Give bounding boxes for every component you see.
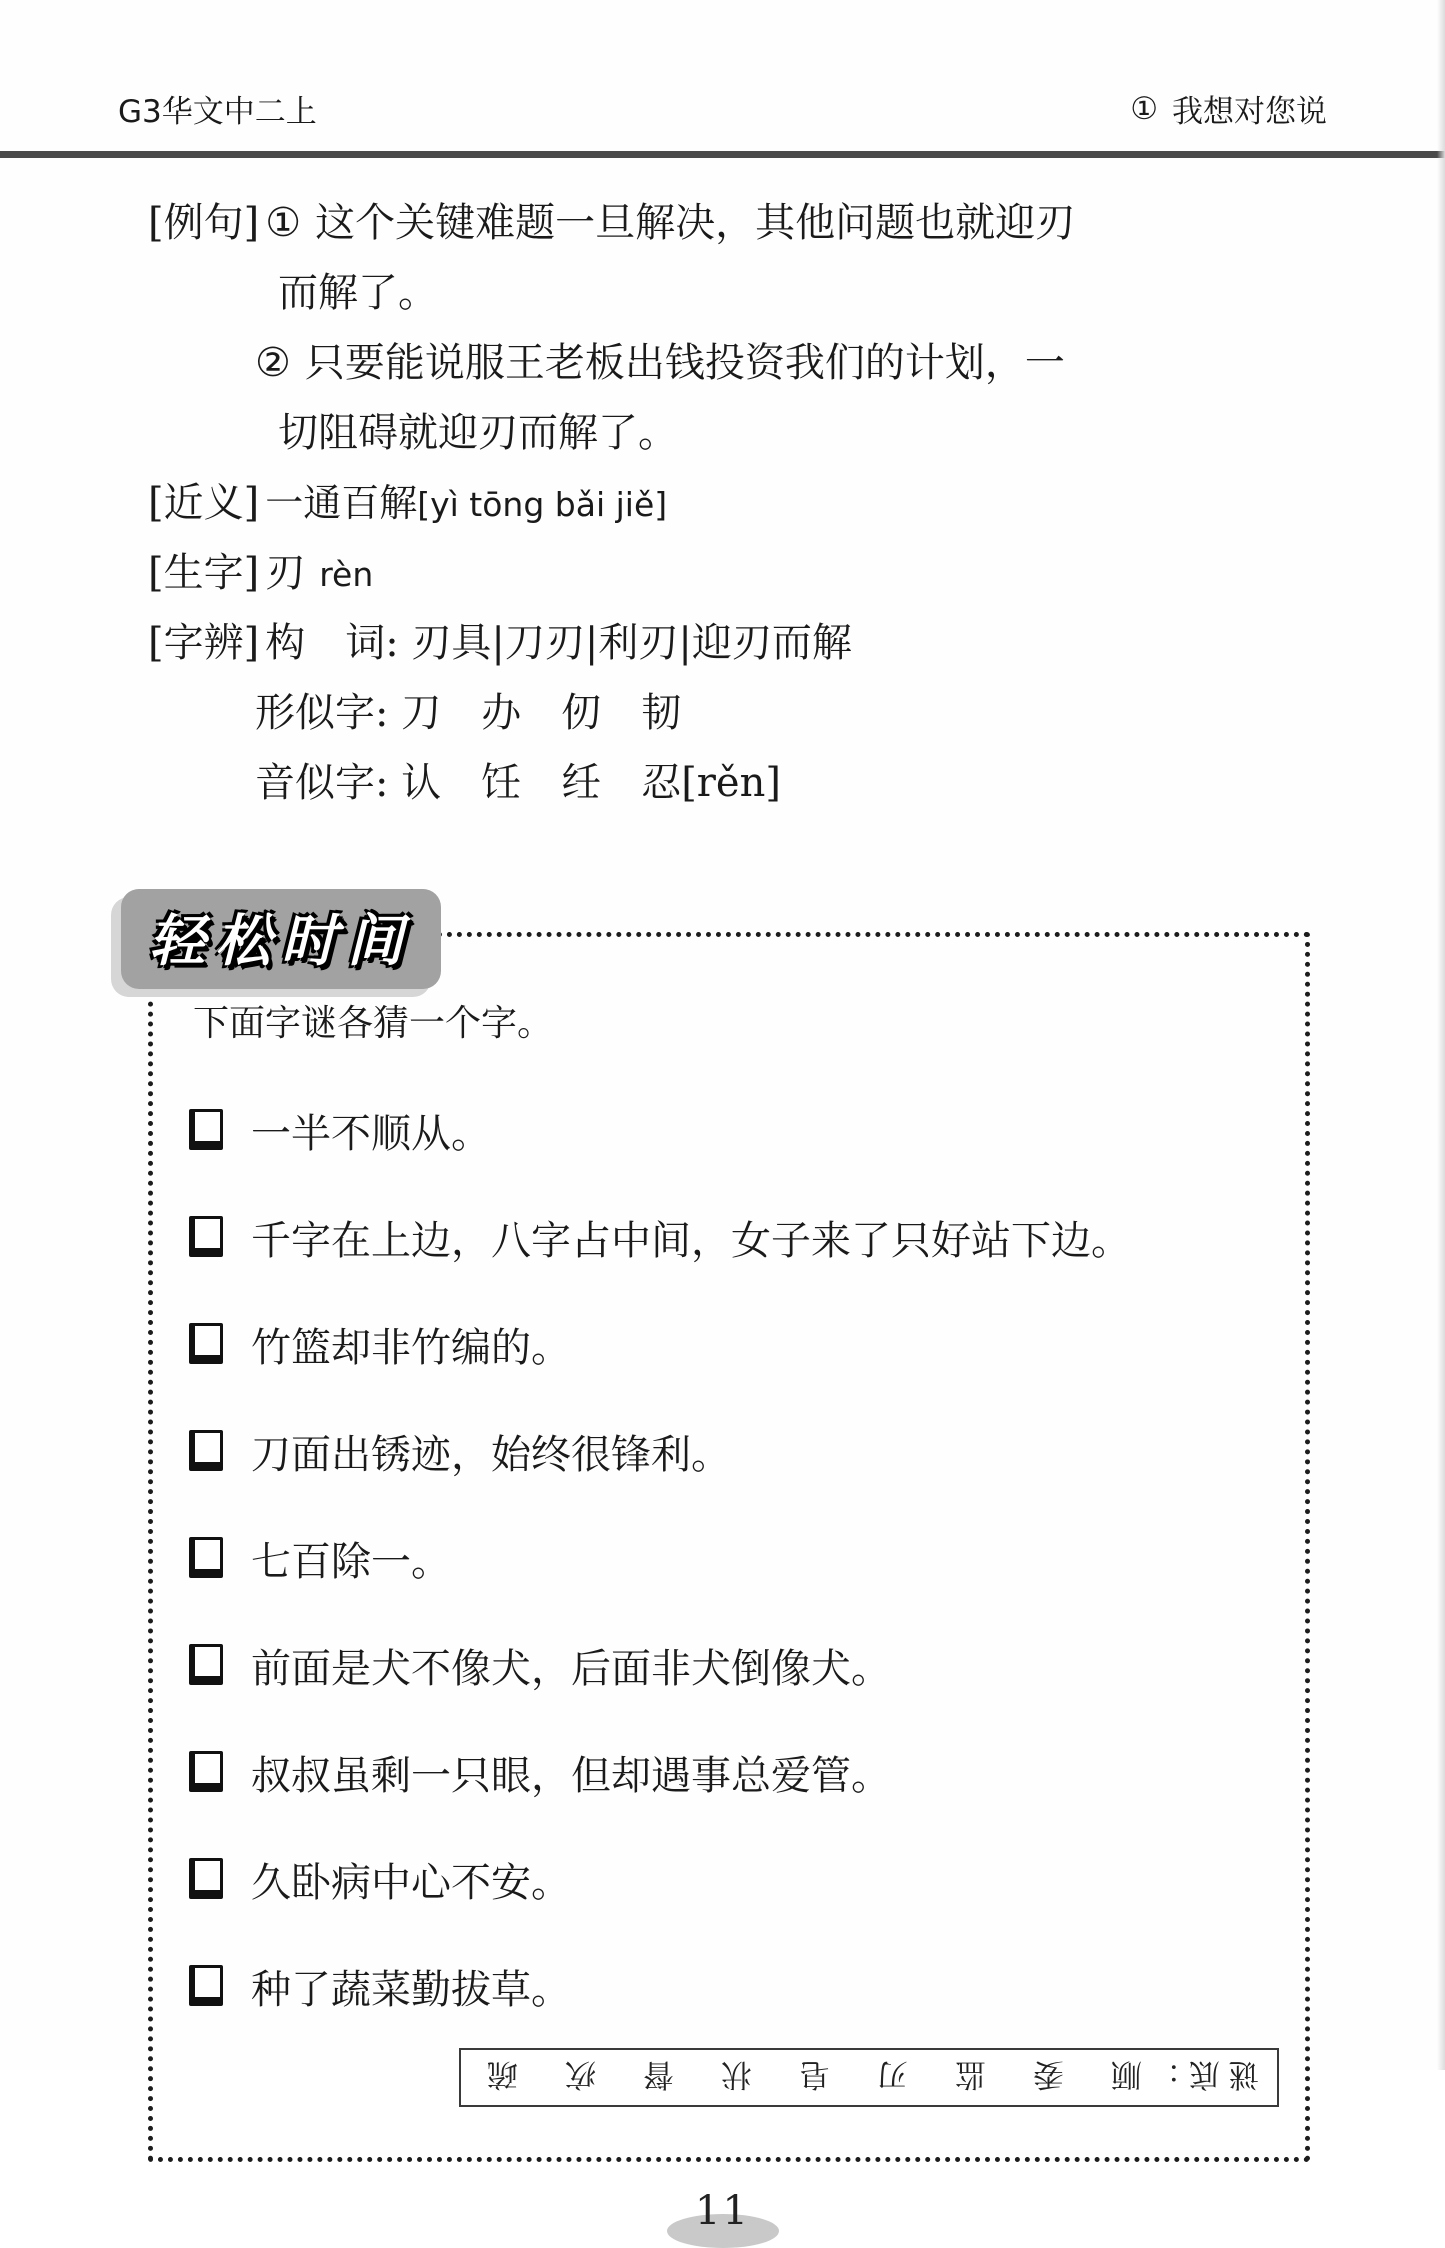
riddle-text: 一半不顺从。 <box>251 1111 491 1157</box>
header-rule <box>0 151 1445 158</box>
synonym-pinyin: [yì tōng bǎi jiě] <box>417 485 668 524</box>
relax-time-banner <box>121 889 441 989</box>
example-row-4 <box>148 412 1345 454</box>
example-1-text: 这个关键难题一旦解决，其他问题也就迎刃 <box>315 200 1076 246</box>
example-row-1 <box>148 202 1345 244</box>
page-number: 11 <box>695 2188 750 2234</box>
page-number-area <box>653 2188 793 2248</box>
riddle-item-5 <box>189 1530 1265 1587</box>
new-char-label: [生字] <box>148 550 260 596</box>
riddle-text: 叔叔虽剩一只眼，但却遇事总爱管。 <box>251 1753 891 1799</box>
riddle-text: 七百除一。 <box>251 1539 451 1585</box>
example-label: [例句] <box>148 200 260 246</box>
analysis-words: 构 词: 刃具|刀刃|利刃|迎刃而解 <box>265 620 852 666</box>
example-2-text-wrap: 切阻碍就迎刃而解了。 <box>278 410 678 456</box>
similar-form-row <box>148 692 1345 734</box>
new-char-pinyin: rèn <box>319 555 374 594</box>
riddle-text: 种了蔬菜勤拔草。 <box>251 1967 571 2013</box>
similar-sound-text: 音似字: 认 饪 纴 忍[rěn] <box>255 760 781 806</box>
example-1-marker: ① <box>265 200 302 246</box>
lesson-number-icon: ① <box>1130 90 1158 127</box>
riddle-item-7 <box>189 1744 1265 1801</box>
riddle-item-4 <box>189 1423 1265 1480</box>
synonym-word: 一通百解 <box>265 481 418 525</box>
riddle-text: 刀面出锈迹，始终很锋利。 <box>251 1432 731 1478</box>
example-1-text-wrap: 而解了。 <box>278 270 438 316</box>
checkbox-icon <box>189 1323 223 1364</box>
checkbox-icon <box>189 1644 223 1685</box>
riddle-text: 千字在上边，八字占中间，女子来了只好站下边。 <box>251 1218 1131 1264</box>
riddle-text: 久卧病中心不安。 <box>251 1860 571 1906</box>
dictionary-entry <box>148 202 1345 804</box>
lesson-header <box>1130 86 1327 131</box>
checkbox-icon <box>189 1858 223 1899</box>
similar-form-text: 形似字: 刀 办 仞 韧 <box>255 690 682 736</box>
analysis-label: [字辨] <box>148 620 260 666</box>
checkbox-icon <box>189 1537 223 1578</box>
riddle-item-2 <box>189 1209 1265 1266</box>
riddle-item-9 <box>189 1958 1265 2015</box>
synonym-row <box>148 482 1345 524</box>
checkbox-icon <box>189 1430 223 1471</box>
riddle-item-8 <box>189 1851 1265 1908</box>
char-analysis-row <box>148 622 1345 664</box>
riddle-item-1 <box>189 1102 1265 1159</box>
example-2-marker: ② <box>255 340 291 386</box>
riddle-answers-strip <box>459 2048 1279 2107</box>
page-edge-shadow <box>1437 0 1445 2070</box>
new-char: 刃 <box>265 550 306 596</box>
checkbox-icon <box>189 1216 223 1257</box>
riddle-item-6 <box>189 1637 1265 1694</box>
riddle-text: 竹篮却非竹编的。 <box>251 1325 571 1371</box>
example-2-text: 只要能说服王老板出钱投资我们的计划，一 <box>304 340 1065 386</box>
relax-time-box <box>148 908 1310 2162</box>
relax-time-banner-label: 轻松时间 <box>149 908 413 974</box>
riddle-intro: 下面字谜各猜一个字。 <box>193 1003 554 1044</box>
riddle-item-3 <box>189 1316 1265 1373</box>
checkbox-icon <box>189 1751 223 1792</box>
example-row-3 <box>148 342 1345 384</box>
riddle-answers-text: 谜底：顺 委 监 刃 皂 状 督 疚 疏 <box>479 2056 1259 2092</box>
checkbox-icon <box>189 1965 223 2006</box>
similar-sound-row <box>148 762 1345 804</box>
example-row-2 <box>148 272 1345 314</box>
book-title: G3华文中二上 <box>118 94 317 130</box>
riddle-text: 前面是犬不像犬，后面非犬倒像犬。 <box>251 1646 891 1692</box>
checkbox-icon <box>189 1109 223 1150</box>
synonym-label: [近义] <box>148 480 260 526</box>
new-char-row <box>148 552 1345 594</box>
page-header <box>0 0 1445 131</box>
lesson-title: 我想对您说 <box>1172 94 1327 130</box>
